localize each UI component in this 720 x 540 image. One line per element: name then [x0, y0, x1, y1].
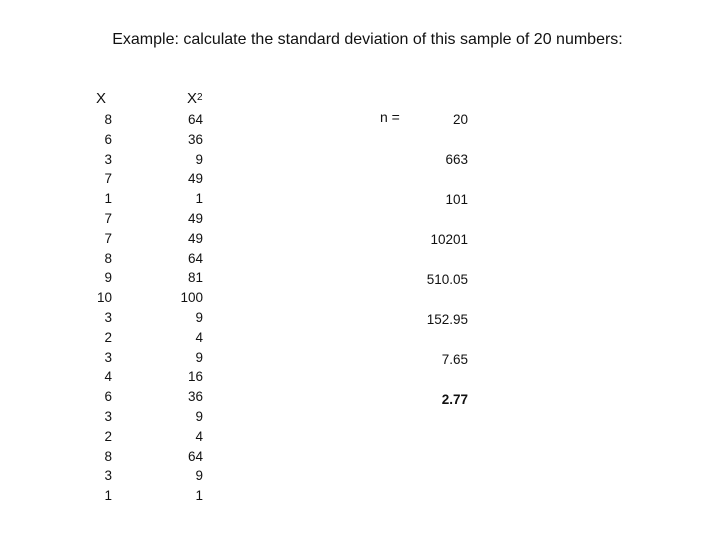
x-value: 7: [104, 171, 112, 187]
x-squared-value: 4: [195, 329, 203, 345]
x-squared-value: 1: [195, 191, 203, 207]
x-value: 9: [104, 270, 112, 286]
x-squared-value: 49: [187, 230, 203, 246]
x-values-column: [80, 110, 112, 506]
x-value: 7: [104, 230, 112, 246]
x-value: 10: [96, 290, 112, 306]
x-value: 8: [104, 448, 112, 464]
x-squared-value: 9: [195, 349, 203, 365]
x-squared-value: 36: [187, 389, 203, 405]
x-value: 1: [104, 488, 112, 504]
x-value: 3: [104, 309, 112, 325]
page-title: Example: calculate the standard deviation of this sample of 20 numbers:: [112, 31, 623, 48]
result-value: 101: [445, 192, 468, 207]
x-squared-values-column: [165, 110, 203, 506]
result-value: 663: [445, 152, 468, 167]
x-value: 3: [104, 151, 112, 167]
x-squared-value: 9: [195, 408, 203, 424]
x-value: 1: [104, 191, 112, 207]
column-header-x: X: [96, 90, 107, 107]
x-value: 6: [104, 389, 112, 405]
n-label: n =: [380, 109, 400, 125]
x-value: 3: [104, 408, 112, 424]
x-value: 4: [104, 369, 112, 385]
x-value: 8: [104, 112, 112, 127]
x-squared-value: 4: [195, 428, 203, 444]
x-value: 7: [104, 210, 112, 226]
x-squared-value: 64: [187, 112, 203, 127]
x-value: 2: [104, 329, 112, 345]
result-value: 20: [452, 112, 468, 127]
results-column: [380, 110, 468, 430]
result-value: 152.95: [426, 312, 468, 327]
result-value: 10201: [430, 232, 468, 247]
x-squared-value: 9: [195, 309, 203, 325]
result-value: 7.65: [441, 352, 468, 367]
x-squared-value: 81: [187, 270, 203, 286]
x-squared-value: 64: [187, 250, 203, 266]
x-value: 8: [104, 250, 112, 266]
x-squared-value: 49: [187, 210, 203, 226]
column-header-x-squared: [187, 89, 203, 109]
result-value: 510.05: [426, 272, 468, 287]
x-squared-value: 9: [195, 151, 203, 167]
x-value: 2: [104, 428, 112, 444]
x-squared-value: 36: [187, 131, 203, 147]
column-header-x-squared-exponent: 2: [197, 92, 203, 103]
x-squared-value: 16: [187, 369, 203, 385]
x-squared-value: 9: [195, 468, 203, 484]
x-squared-value: 49: [187, 171, 203, 187]
x-squared-value: 1: [195, 488, 203, 504]
x-squared-value: 100: [180, 290, 203, 306]
column-header-x-squared-base: X: [187, 90, 198, 107]
x-squared-value: 64: [187, 448, 203, 464]
x-value: 3: [104, 349, 112, 365]
x-value: 3: [104, 468, 112, 484]
standard-deviation-result: 2.77: [441, 392, 468, 407]
x-value: 6: [104, 131, 112, 147]
